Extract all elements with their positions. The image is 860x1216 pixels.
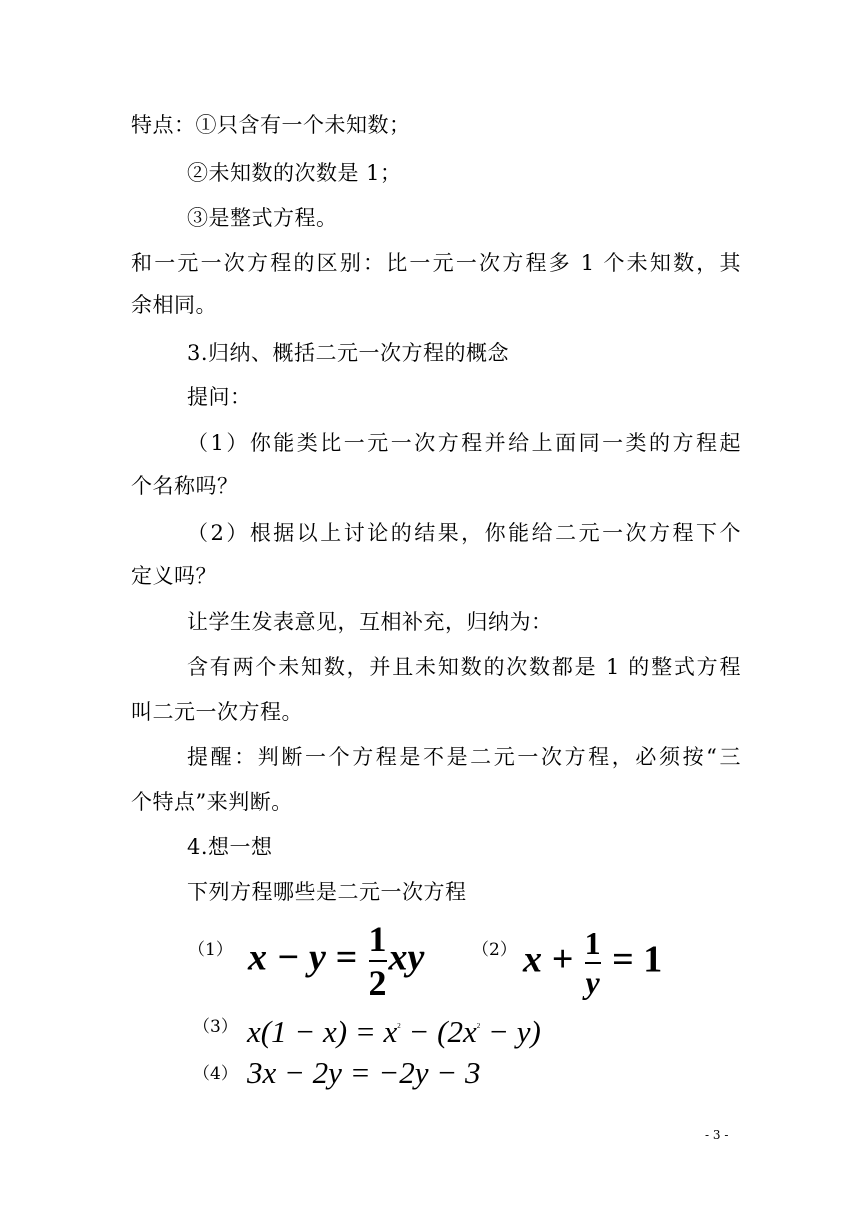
text-line: 特点：①只含有一个未知数； — [131, 113, 411, 137]
equation-label: （1） — [188, 940, 233, 960]
section-heading: 4.想一想 — [187, 835, 273, 859]
text-line: （2）根据以上讨论的结果，你能给二元一次方程下个 — [187, 521, 741, 545]
text-line: ②未知数的次数是 1； — [187, 161, 402, 185]
text-line: 余相同。 — [131, 293, 217, 317]
text-line: 提醒：判断一个方程是不是二元一次方程，必须按“三 — [187, 745, 741, 769]
exponent: 2 — [476, 1022, 481, 1030]
text-line: 个特点”来判断。 — [131, 790, 293, 814]
text-line: 和一元一次方程的区别：比一元一次方程多 1 个未知数，其 — [131, 251, 741, 275]
text-line: 让学生发表意见，互相补充，归纳为： — [187, 610, 553, 634]
equation-label: （3） — [193, 1017, 238, 1037]
equation-label: （2） — [472, 940, 517, 960]
text-line: 含有两个未知数，并且未知数的次数都是 1 的整式方程 — [187, 655, 741, 679]
section-heading: 3.归纳、概括二元一次方程的概念 — [187, 341, 510, 365]
text-line: （1）你能类比一元一次方程并给上面同一类的方程起 — [187, 431, 741, 455]
text-line: ③是整式方程。 — [187, 206, 338, 230]
page-number: - 3 - — [705, 1128, 729, 1142]
equation-3: $x(1 - x) = x^2 - (2x^2 - y)$ — [247, 1014, 541, 1049]
text-line: 叫二元一次方程。 — [131, 700, 303, 724]
equation-1: x − y = $\frac{1}{2}$ xy — [248, 919, 425, 1003]
text-line: 定义吗？ — [131, 564, 217, 588]
equation-4: 3x − 2y = −2y − 3 — [247, 1055, 481, 1090]
equation-2: x + $\frac{1}{y}$ = 1 — [523, 925, 663, 1000]
equation-label: （4） — [193, 1064, 238, 1084]
text-line: 个名称吗？ — [131, 474, 239, 498]
exponent: 2 — [397, 1022, 401, 1030]
text-line: 提问： — [187, 385, 252, 409]
text-line: 下列方程哪些是二元一次方程 — [187, 880, 467, 904]
